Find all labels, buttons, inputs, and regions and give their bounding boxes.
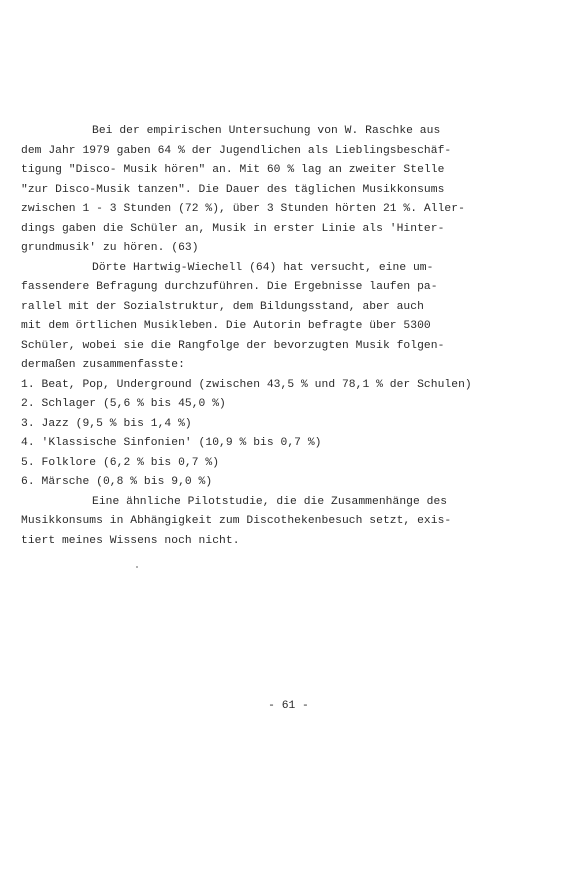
text-line: dem Jahr 1979 gaben 64 % der Jugendlichen als Lieblingsbeschäf- (21, 144, 452, 157)
body-text (21, 122, 561, 551)
page-number: - 61 - (268, 700, 309, 712)
text-line: Musikkonsums in Abhängigkeit zum Discothekenbesuch setzt, exis- (21, 515, 452, 527)
text-line: rallel mit der Sozialstruktur, dem Bildungsstand, aber auch (21, 300, 424, 313)
text-line: dermaßen zusammenfasste: (21, 359, 185, 371)
text-line: zwischen 1 - 3 Stunden (72 %), über 3 Stunden hörten 21 %. Aller- (21, 203, 465, 215)
text-line: Dörte Hartwig-Wiechell (64) hat versucht, eine um- (92, 261, 434, 274)
text-line: "zur Disco-Musik tanzen". Die Dauer des täglichen Musikkonsums (21, 183, 445, 196)
text-line: tiert meines Wissens noch nicht. (21, 534, 240, 547)
text-line: fassendere Befragung durchzuführen. Die Ergebnisse laufen pa- (21, 281, 438, 293)
text-line: mit dem örtlichen Musikleben. Die Autorin befragte über 5300 (21, 320, 431, 332)
list-item: 1. Beat, Pop, Underground (zwischen 43,5 % und 78,1 % der Schulen) (21, 378, 472, 391)
list-item: 6. Märsche (0,8 % bis 9,0 %) (21, 476, 213, 488)
text-line: Eine ähnliche Pilotstudie, die die Zusammenhänge des (92, 495, 448, 508)
text-line: grundmusik' zu hören. (63) (21, 242, 199, 254)
text-line: Schüler, wobei sie die Rangfolge der bevorzugten Musik folgen- (21, 339, 445, 352)
list-item: 3. Jazz (9,5 % bis 1,4 %) (21, 417, 192, 430)
text-line: tigung "Disco- Musik hören" an. Mit 60 % lag an zweiter Stelle (21, 164, 445, 176)
scan-speck (136, 566, 138, 568)
text-line: dings gaben die Schüler an, Musik in erster Linie als 'Hinter- (21, 222, 445, 235)
text-line: Bei der empirischen Untersuchung von W. Raschke aus (92, 125, 441, 137)
list-item: 5. Folklore (6,2 % bis 0,7 %) (21, 456, 220, 469)
list-item: 2. Schlager (5,6 % bis 45,0 %) (21, 398, 226, 410)
list-item: 4. 'Klassische Sinfonien' (10,9 % bis 0,7 %) (21, 437, 322, 449)
